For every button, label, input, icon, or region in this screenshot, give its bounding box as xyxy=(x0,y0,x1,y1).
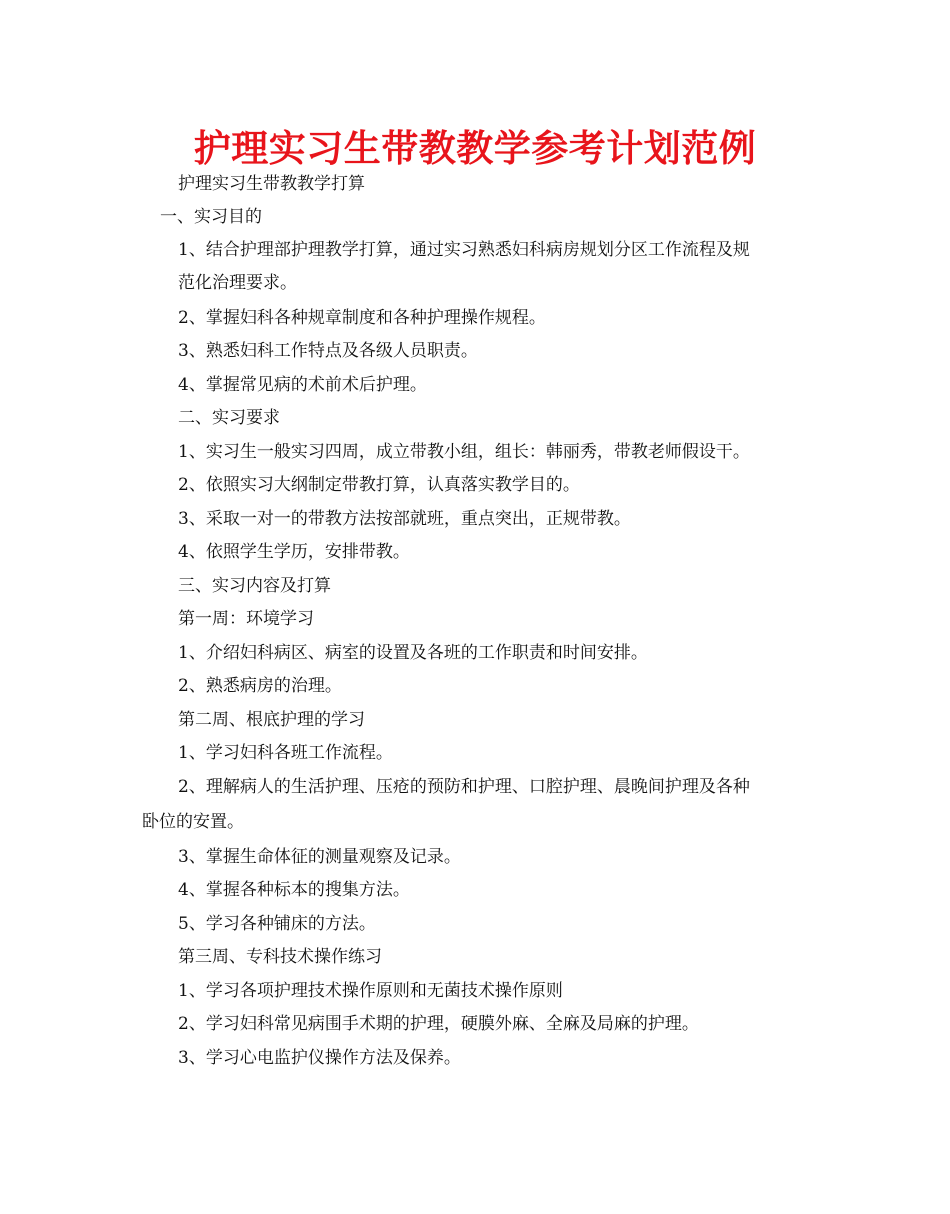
document-title: 护理实习生带教教学参考计划范例 xyxy=(193,127,757,170)
section-heading: 一、实习目的 xyxy=(160,207,262,227)
text-line: 1、学习各项护理技术操作原则和无菌技术操作原则 xyxy=(178,981,563,1001)
text-line: 2、熟悉病房的治理。 xyxy=(178,676,342,696)
text-line: 2、依照实习大纲制定带教打算，认真落实教学目的。 xyxy=(178,475,580,495)
text-line: 5、学习各种铺床的方法。 xyxy=(178,914,376,934)
text-line: 卧位的安置。 xyxy=(142,812,244,832)
section-heading: 三、实习内容及打算 xyxy=(178,576,331,596)
text-line: 范化治理要求。 xyxy=(178,273,297,293)
text-line: 1、结合护理部护理教学打算，通过实习熟悉妇科病房规划分区工作流程及规 xyxy=(178,240,750,260)
text-line: 3、采取一对一的带教方法按部就班，重点突出，正规带教。 xyxy=(178,509,631,529)
text-line: 1、实习生一般实习四周，成立带教小组，组长：韩丽秀，带教老师假设干。 xyxy=(178,442,750,462)
week-heading: 第一周：环境学习 xyxy=(178,609,314,629)
text-line: 1、介绍妇科病区、病室的设置及各班的工作职责和时间安排。 xyxy=(178,643,648,663)
text-line: 4、依照学生学历，安排带教。 xyxy=(178,542,410,562)
section-heading: 二、实习要求 xyxy=(178,408,280,428)
text-line: 护理实习生带教教学打算 xyxy=(178,174,365,194)
week-heading: 第二周、根底护理的学习 xyxy=(178,710,365,730)
text-line: 2、理解病人的生活护理、压疮的预防和护理、口腔护理、晨晚间护理及各种 xyxy=(178,777,750,797)
text-line: 2、掌握妇科各种规章制度和各种护理操作规程。 xyxy=(178,308,546,328)
text-line: 3、掌握生命体征的测量观察及记录。 xyxy=(178,847,461,867)
text-line: 4、掌握各种标本的搜集方法。 xyxy=(178,880,410,900)
text-line: 3、熟悉妇科工作特点及各级人员职责。 xyxy=(178,341,478,361)
week-heading: 第三周、专科技术操作练习 xyxy=(178,947,382,967)
text-line: 4、掌握常见病的术前术后护理。 xyxy=(178,375,427,395)
text-line: 1、学习妇科各班工作流程。 xyxy=(178,743,393,763)
text-line: 3、学习心电监护仪操作方法及保养。 xyxy=(178,1048,461,1068)
text-line: 2、学习妇科常见病围手术期的护理，硬膜外麻、全麻及局麻的护理。 xyxy=(178,1014,699,1034)
